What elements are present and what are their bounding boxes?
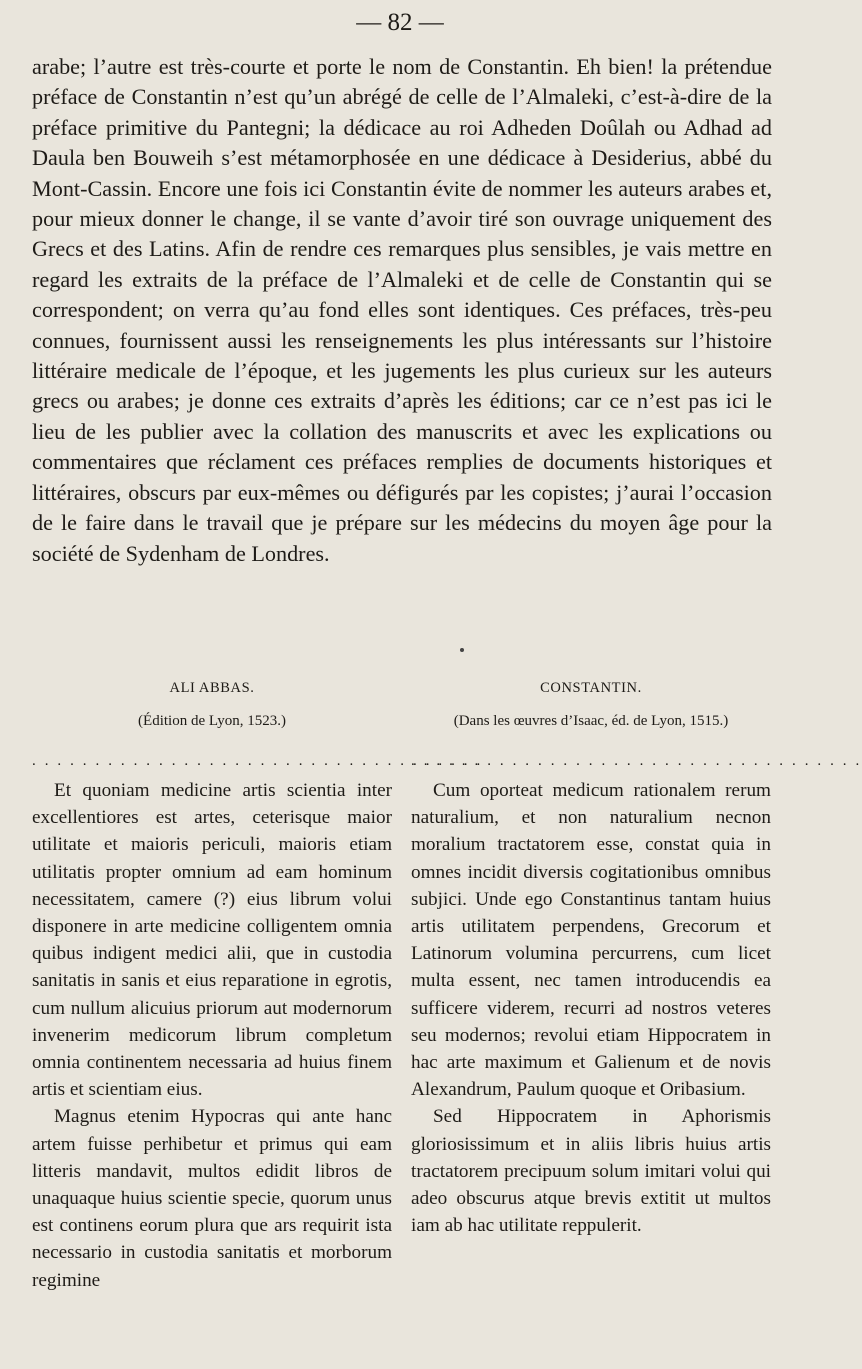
column-heading: ALI ABBAS. [169, 680, 255, 696]
column-paragraph: Magnus etenim Hypocras qui ante hanc artem fuisse perhibetur et primus qui eam litteris mandavit, multos edidit libros de unaquaque huius scientie specie, quorum unus est continens eorum plura que ars requirit ista necessario in custodia sanitatis et morborum regimine [32, 1106, 392, 1291]
column-edition: (Dans les œuvres d’Isaac, éd. de Lyon, 1515.) [453, 713, 729, 729]
column-edition: (Édition de Lyon, 1523.) [138, 713, 286, 729]
column-ali-abbas [32, 672, 483, 1294]
column-paragraph: Cum oporteat medicum rationalem rerum naturalium, et non naturalium necnon moralium tractatorem esse, constat quia in omnes incidit diversis cogitationibus omnibus subjici. Unde ego Constantinus tantam huius artis utilitatem perpendens, Grecorum et Latinorum volumina percurrens, cum licet multa essent, nec tamen introducendis ea sufficere viderem, recurri ad nostros veteres seu modernos; revolui etiam Hippocratem in hac arte maximum et Galienum et de novis Alexandrum, Paulum quoque et Oribasium. [411, 780, 771, 1101]
column-paragraph: Sed Hippocratem in Aphorismis gloriosissimum et in aliis libris huius artis tractatorem precipuum solum imitari volui qui adeo obscurus atque brevis extitit ut multos iam ab hac utilitate reppulerit. [411, 1106, 771, 1237]
ellipsis-row: . . . . . . . . . . . . . . . . . . . . . . . . . . . . . . . . . . . . [411, 753, 862, 769]
column-paragraph: Et quoniam medicine artis scientia inter excellentiores est artes, ceterisque maior utilitate et maioris periculi, maioris etiam utilitatis propter omnium ad eam hominum necessitatem, camere (?) eius librum volui disponere in arte medicine colligentem omnia quibus indigent medici alii, que in custodia sanitatis in sanis et eius reparatione in egrotis, cum nullum alicuius priorum aut modernorum invenerim medicorum librum completum omnia continentem necessaria ad huius finem artis et scientiam eius. [32, 780, 392, 1101]
column-text [32, 777, 392, 1294]
ellipsis-row: . . . . . . . . . . . . . . . . . . . . . . . . . . . . . . . . . . . . [32, 753, 483, 769]
main-paragraph: arabe; l’autre est très-courte et porte le nom de Constantin. Eh bien! la prétendue préface de Constantin n’est qu’un abrégé de celle de l’Almaleki, c’est-à-dire de la préface primitive du Pantegni; la dédicace au roi Adheden Doûlah ou Adhad ad Daula ben Bouweih s’est métamorphosée en une dédicace à Desiderius, abbé du Mont-Cassin. Encore une fois ici Constantin évite de nommer les auteurs arabes et, pour mieux donner le change, il se vante d’avoir tiré son ouvrage uniquement des Grecs et des Latins. Afin de rendre ces remarques plus sensibles, je vais mettre en regard les extraits de la préface de l’Almaleki et de celle de Constantin qui se correspondent; on verra qu’au fond elles sont identiques. Ces préfaces, très-peu connues, fournissent aussi les renseignements les plus intéressants sur l’histoire littéraire medicale de l’époque, et les jugements les plus curieux sur les auteurs grecs ou arabes; je donne ces extraits d’après les éditions; car ce n’est pas ici le lieu de les publier avec la collation des manuscrits et avec les explications ou commentaires que réclament ces préfaces remplies de documents historiques et littéraires, obscurs par eux-mêmes ou défigurés par les copistes; j’aurai l’occasion de le faire dans le travail que je prépare sur les médecins du moyen âge pour la société de Sydenham de Londres. [32, 54, 772, 566]
main-text [32, 52, 772, 569]
column-heading: CONSTANTIN. [540, 680, 642, 696]
page-number: — 82 — [356, 9, 444, 36]
column-text [411, 777, 771, 1239]
column-constantin [411, 672, 862, 1239]
ink-dot [460, 648, 464, 652]
